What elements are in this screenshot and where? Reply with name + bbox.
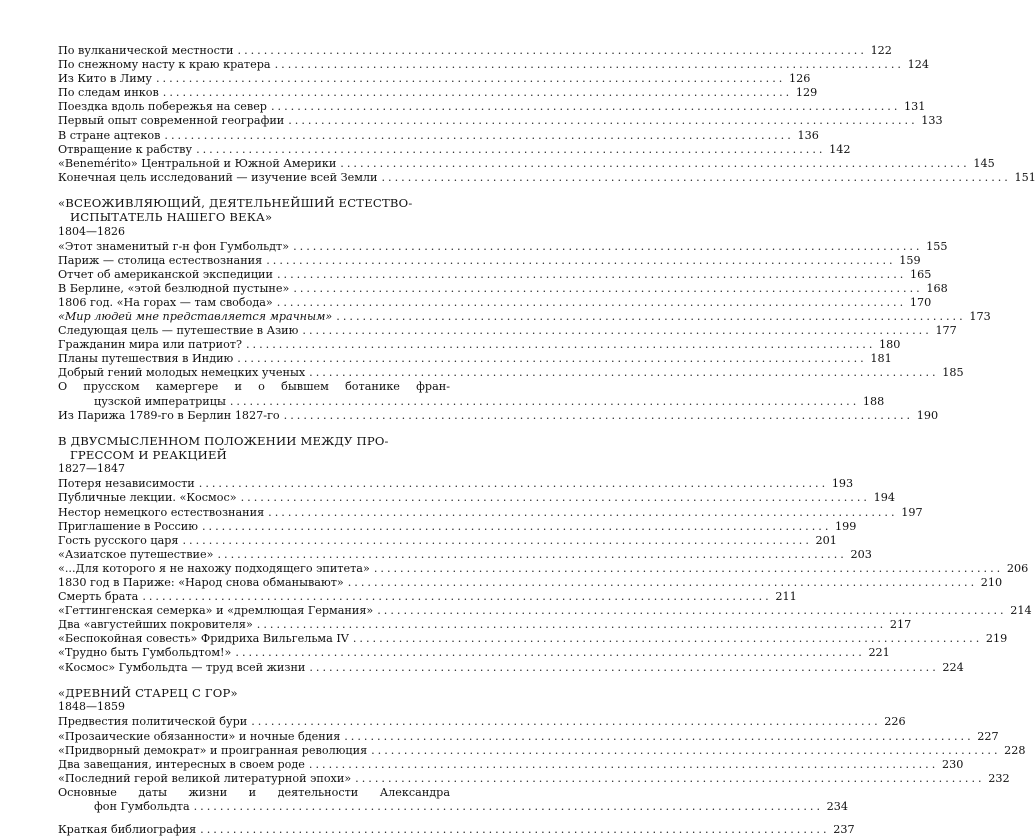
entry-page: 197 xyxy=(901,505,923,519)
entry-title: Смерть брата xyxy=(58,590,139,604)
entry-page: 124 xyxy=(907,58,929,72)
dot-leader: ................................................................................................ xyxy=(308,757,939,771)
section-heading xyxy=(58,687,450,701)
entry-page: 226 xyxy=(884,715,906,729)
dot-leader: ................................................................................................ xyxy=(200,823,830,837)
entry-title: «Беспокойная совесть» Фридриха Вильгельма IV xyxy=(58,632,349,646)
entry-title: «Геттингенская семерка» и «дремлющая Германия» xyxy=(58,604,374,618)
section-years: 1848—1859 xyxy=(58,700,125,714)
toc-entry xyxy=(58,618,912,632)
toc-entry xyxy=(58,338,901,352)
entry-title: «Последний герой великой литературной эпохи» xyxy=(58,771,352,785)
toc-entry xyxy=(58,729,999,744)
dot-leader: ................................................................................................ xyxy=(309,366,939,380)
toc-entry xyxy=(58,86,818,100)
entry-title: «Азиатское путешествие» xyxy=(58,547,214,561)
dot-leader: ................................................................................................ xyxy=(229,394,860,408)
dot-leader: ................................................................................................ xyxy=(237,352,867,366)
entry-title: Первый опыт современной географии xyxy=(58,114,285,128)
entry-page: 211 xyxy=(775,590,797,604)
section-heading-line: «ДРЕВНИЙ СТАРЕЦ С ГОР» xyxy=(58,685,238,700)
toc-entry xyxy=(58,239,948,254)
entry-page: 214 xyxy=(1010,604,1032,618)
dot-leader: ................................................................................................ xyxy=(288,114,918,128)
entry-page: 224 xyxy=(942,660,964,674)
toc-entry xyxy=(58,142,851,157)
section-heading-line: «ВСЕОЖИВЛЯЮЩИЙ, ДЕЯТЕЛЬНЕЙШИЙ ЕСТЕСТВО- xyxy=(58,195,413,210)
toc-entry xyxy=(58,505,923,520)
toc-entry xyxy=(58,156,995,171)
entry-page: 181 xyxy=(870,352,892,366)
toc-section xyxy=(58,715,1026,814)
entry-page: 237 xyxy=(833,823,855,837)
section-heading-line: ИСПЫТАТЕЛЬ НАШЕГО ВЕКА» xyxy=(70,209,273,224)
toc-section-continuation xyxy=(58,44,1036,185)
dot-leader: ................................................................................................ xyxy=(276,295,907,309)
toc-section xyxy=(58,477,1032,674)
entry-title: «Прозаические обязанности» и ночные бдения xyxy=(58,729,341,743)
toc-entry xyxy=(58,561,1029,576)
toc-entry xyxy=(58,295,932,310)
dot-leader: ................................................................................................ xyxy=(196,142,826,156)
toc-entry xyxy=(58,547,872,562)
entry-continuation xyxy=(58,394,885,409)
entry-title: Из Кито в Лиму xyxy=(58,72,152,86)
entry-title: «Трудно быть Гумбольдтом!» xyxy=(58,646,232,660)
dot-leader: ................................................................................................ xyxy=(217,547,847,561)
dot-leader: ................................................................................................ xyxy=(381,170,1011,184)
dot-leader: ................................................................................................ xyxy=(155,72,786,86)
entry-page: 177 xyxy=(935,324,957,338)
dot-leader: ................................................................................................ xyxy=(270,100,901,114)
toc-entry xyxy=(58,743,1026,758)
entry-title: «Benemérito» Центральной и Южной Америки xyxy=(58,156,337,170)
toc-entry xyxy=(58,44,892,58)
entry-title: В Берлине, «этой безлюдной пустыне» xyxy=(58,281,290,295)
toc-entry xyxy=(58,715,906,729)
entry-title: 1830 год в Париже: «Народ снова обманывают» xyxy=(58,576,344,589)
dot-leader: ................................................................................................ xyxy=(344,729,974,743)
entry-page: 151 xyxy=(1014,170,1036,184)
dot-leader: ................................................................................................ xyxy=(237,44,867,57)
toc-entry xyxy=(58,366,964,380)
toc-entry xyxy=(58,660,964,675)
toc-entry xyxy=(58,114,943,128)
toc-entry xyxy=(58,823,855,837)
toc-entry xyxy=(58,170,1036,185)
dot-leader: ................................................................................................ xyxy=(193,800,824,814)
entry-page: 230 xyxy=(941,757,964,771)
entry-page: 203 xyxy=(850,547,872,561)
entry-page: 201 xyxy=(815,533,837,547)
entry-title: Поездка вдоль побережья на север xyxy=(58,100,267,114)
entry-title: Два завещания, интересных в своем роде xyxy=(58,757,305,771)
entry-title: Отвращение к рабству xyxy=(58,142,193,156)
toc-entry xyxy=(58,267,932,282)
toc-entry xyxy=(58,281,948,296)
entry-page: 170 xyxy=(909,295,932,309)
toc-entry xyxy=(58,771,1010,786)
entry-title: Отчет об американской экспедиции xyxy=(58,267,273,281)
spacer xyxy=(58,814,450,823)
entry-page: 142 xyxy=(829,142,851,156)
entry-page: 199 xyxy=(835,519,857,533)
dot-leader: ................................................................................................ xyxy=(266,253,896,267)
entry-title: Основные даты жизни и деятельности Александра xyxy=(58,785,450,799)
dot-leader: ................................................................................................ xyxy=(164,128,794,142)
dot-leader: ................................................................................................ xyxy=(251,715,881,729)
entry-page: 145 xyxy=(973,156,995,170)
entry-page: 228 xyxy=(1004,743,1026,757)
entry-title: Потеря независимости xyxy=(58,477,195,491)
toc-entry xyxy=(58,310,991,324)
dot-leader: ................................................................................................ xyxy=(162,86,793,100)
dot-leader: ................................................................................................ xyxy=(293,281,923,295)
entry-page: 188 xyxy=(862,394,885,408)
entry-page: 131 xyxy=(904,100,926,114)
toc-entry xyxy=(58,72,811,86)
entry-page: 133 xyxy=(921,114,943,128)
entry-title-continued: цузской императрицы xyxy=(94,394,226,408)
dot-leader: ................................................................................................ xyxy=(340,156,970,170)
dot-leader: ................................................................................................ xyxy=(201,519,832,533)
toc-entry xyxy=(58,128,819,143)
toc-entry-multiline xyxy=(58,785,849,814)
entry-title: «Космос» Гумбольдта — труд всей жизни xyxy=(58,660,306,674)
dot-leader: ................................................................................................ xyxy=(246,338,876,352)
toc-entry xyxy=(58,477,854,491)
toc-entry xyxy=(58,58,929,72)
dot-leader: ................................................................................................ xyxy=(198,477,829,491)
toc-entry xyxy=(58,253,921,268)
entry-title: Париж — столица естествознания xyxy=(58,253,263,267)
entry-page: 180 xyxy=(879,338,901,352)
entry-page: 165 xyxy=(910,267,932,281)
toc-entry xyxy=(58,576,1003,590)
entry-title: Гость русского царя xyxy=(58,533,179,547)
section-years: 1804—1826 xyxy=(58,224,125,238)
toc-entry xyxy=(58,533,837,548)
entry-title: По снежному насту к краю кратера xyxy=(58,58,271,72)
dot-leader: ................................................................................................ xyxy=(283,408,914,422)
entry-title: «Этот знаменитый г-н фон Гумбольдт» xyxy=(58,239,290,253)
toc-entry xyxy=(58,491,895,505)
entry-title: О прусском камергере и о бывшем ботанике фран- xyxy=(58,380,450,394)
entry-page: 193 xyxy=(831,477,854,491)
dot-leader: ................................................................................................ xyxy=(309,660,939,674)
table-of-contents xyxy=(58,44,1036,837)
entry-continuation xyxy=(58,800,849,814)
toc-entry xyxy=(58,324,957,338)
entry-title: Два «августейших покровителя» xyxy=(58,618,253,632)
entry-title: «...Для которого я не нахожу подходящего эпитета» xyxy=(58,561,370,575)
entry-page: 168 xyxy=(926,281,948,295)
entry-page: 185 xyxy=(942,366,964,380)
toc-entry xyxy=(58,646,890,660)
toc-entry xyxy=(58,757,964,772)
entry-title: Краткая библиография xyxy=(58,823,197,837)
entry-page: 159 xyxy=(899,253,921,267)
entry-title: Конечная цель исследований — изучение всей Земли xyxy=(58,170,378,184)
dot-leader: ................................................................................................ xyxy=(355,771,985,785)
toc-entry xyxy=(58,632,1008,646)
entry-title: Публичные лекции. «Космос» xyxy=(58,491,237,505)
dot-leader: ................................................................................................ xyxy=(268,505,898,519)
dot-leader: ................................................................................................ xyxy=(373,561,1004,575)
entry-page: 136 xyxy=(797,128,819,142)
entry-title: Следующая цель — путешествие в Азию xyxy=(58,324,299,338)
entry-title: Из Парижа 1789-го в Берлин 1827-го xyxy=(58,408,280,422)
dot-leader: ................................................................................................ xyxy=(235,646,865,660)
entry-page: 190 xyxy=(916,408,939,422)
section-heading-line: ГРЕССОМ И РЕАКЦИЕЙ xyxy=(70,447,227,462)
section-heading xyxy=(58,197,450,225)
dot-leader: ................................................................................................ xyxy=(274,58,904,72)
dot-leader: ................................................................................................ xyxy=(336,310,966,323)
entry-page: 173 xyxy=(969,310,991,323)
entry-title: «Мир людей мне представляется мрачным» xyxy=(58,310,333,323)
entry-title: Приглашение в Россию xyxy=(58,519,198,533)
dot-leader: ................................................................................................ xyxy=(377,604,1007,618)
toc-section xyxy=(58,239,991,423)
entry-page: 210 xyxy=(980,576,1003,589)
entry-page: 126 xyxy=(789,72,811,86)
entry-title: По следам инков xyxy=(58,86,159,100)
entry-page: 129 xyxy=(795,86,818,100)
toc-entry xyxy=(58,519,857,534)
entry-title: Добрый гений молодых немецких ученых xyxy=(58,366,306,380)
entry-title: Планы путешествия в Индию xyxy=(58,352,234,366)
dot-leader: ................................................................................................ xyxy=(302,324,932,338)
dot-leader: ................................................................................................ xyxy=(240,491,870,505)
entry-title: По вулканической местности xyxy=(58,44,234,57)
section-years: 1827—1847 xyxy=(58,462,125,476)
entry-page: 227 xyxy=(977,729,999,743)
entry-page: 194 xyxy=(873,491,895,505)
toc-entry xyxy=(58,408,939,423)
section-heading-line: В ДВУСМЫСЛЕННОМ ПОЛОЖЕНИИ МЕЖДУ ПРО- xyxy=(58,433,389,448)
section-heading xyxy=(58,435,450,463)
toc-entry xyxy=(58,352,892,366)
toc-entry xyxy=(58,590,797,604)
dot-leader: ................................................................................................ xyxy=(347,576,978,589)
entry-page: 219 xyxy=(985,632,1008,646)
entry-title: Гражданин мира или патриот? xyxy=(58,338,242,352)
entry-title: Нестор немецкого естествознания xyxy=(58,505,265,519)
dot-leader: ................................................................................................ xyxy=(182,533,812,547)
entry-title: 1806 год. «На горах — там свобода» xyxy=(58,295,273,309)
toc-entry xyxy=(58,100,926,114)
entry-title: «Придворный демократ» и проигранная революция xyxy=(58,743,368,757)
dot-leader: ................................................................................................ xyxy=(256,618,887,632)
dot-leader: ................................................................................................ xyxy=(371,743,1001,757)
dot-leader: ................................................................................................ xyxy=(293,239,923,253)
entry-title: В стране ацтеков xyxy=(58,128,161,142)
entry-title: Предвестия политической бури xyxy=(58,715,248,729)
dot-leader: ................................................................................................ xyxy=(276,267,907,281)
toc-entry-multiline xyxy=(58,380,885,408)
entry-title-continued: фон Гумбольдта xyxy=(94,800,190,814)
entry-page: 155 xyxy=(926,239,948,253)
entry-page: 217 xyxy=(889,618,912,632)
dot-leader: ................................................................................................ xyxy=(142,590,772,604)
entry-page: 206 xyxy=(1006,561,1029,575)
entry-page: 221 xyxy=(868,646,890,660)
dot-leader: ................................................................................................ xyxy=(352,632,983,646)
entry-page: 234 xyxy=(826,800,849,814)
entry-page: 122 xyxy=(870,44,892,57)
entry-page: 232 xyxy=(988,771,1010,785)
toc-entry xyxy=(58,604,1032,618)
